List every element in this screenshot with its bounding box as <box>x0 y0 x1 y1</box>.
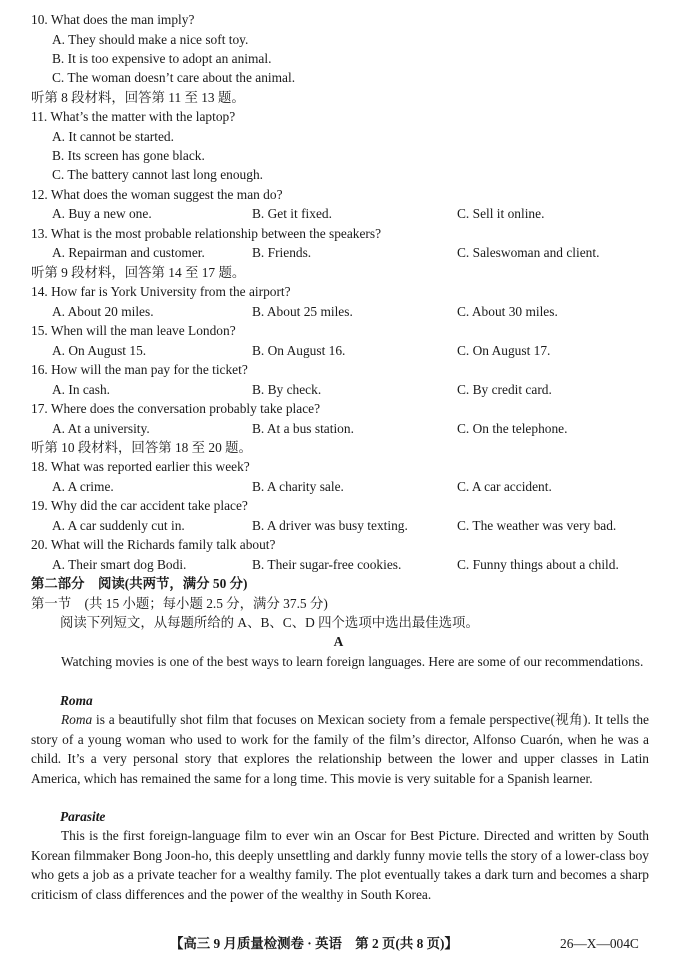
option-a: A. Their smart dog Bodi. <box>52 557 187 572</box>
parasite-paragraph: This is the first foreign-language film to ever win an Oscar for Best Picture. Directed and written by South Korean filmmaker Bong Joon-ho, this deeply unsettling and darkly funny movie tells the story of a lower-class boy who gets a job as a private teacher for a wealthy family. The plot eventually takes a dark turn and becomes a sharp criticism of class differences and the power of the wealthy in South Korea. <box>31 828 649 902</box>
option-a: A. On August 15. <box>52 343 147 358</box>
option-b: B. Get it fixed. <box>252 206 332 221</box>
option-b: B. A driver was busy texting. <box>252 518 408 533</box>
question-10-stem: 10. What does the man imply? <box>31 12 195 27</box>
film-title-roma: Roma <box>60 693 93 708</box>
option-b: B. About 25 miles. <box>252 304 353 319</box>
question-11-option-c: C. The battery cannot last long enough. <box>52 167 263 182</box>
part-two-heading: 第二部分 阅读(共两节，满分 50 分) <box>31 576 248 591</box>
question-12-stem: 12. What does the woman suggest the man do? <box>31 187 283 202</box>
question-10-option-c: C. The woman doesn’t care about the animal. <box>52 70 296 85</box>
question-18-stem: 18. What was reported earlier this week? <box>31 459 250 474</box>
option-a: A. In cash. <box>52 382 111 397</box>
option-c: C. Funny things about a child. <box>457 557 619 572</box>
option-a: A. A crime. <box>52 479 114 494</box>
section-10-heading: 听第 10 段材料，回答第 18 至 20 题。 <box>31 440 252 455</box>
section-9-heading: 听第 9 段材料，回答第 14 至 17 题。 <box>31 265 246 280</box>
option-b: B. A charity sale. <box>252 479 344 494</box>
option-b: B. Their sugar-free cookies. <box>252 557 402 572</box>
question-20-stem: 20. What will the Richards family talk about? <box>31 537 276 552</box>
question-16-options <box>0 380 677 399</box>
question-11-option-b: B. Its screen has gone black. <box>52 148 205 163</box>
option-a: A. At a university. <box>52 421 150 436</box>
option-b: B. At a bus station. <box>252 421 354 436</box>
question-13-options <box>0 243 677 262</box>
question-20-options <box>0 555 677 574</box>
question-18-options <box>0 477 677 496</box>
page-footer: 【高三 9 月质量检测卷 · 英语 第 2 页(共 8 页)】 <box>170 936 458 951</box>
option-b: B. On August 16. <box>252 343 346 358</box>
question-10-option-b: B. It is too expensive to adopt an animal. <box>52 51 272 66</box>
section-8-heading: 听第 8 段材料，回答第 11 至 13 题。 <box>31 90 245 105</box>
question-19-options <box>0 516 677 535</box>
question-11-stem: 11. What’s the matter with the laptop? <box>31 109 236 124</box>
reading-instruction: 阅读下列短文，从每题所给的 A、B、C、D 四个选项中选出最佳选项。 <box>60 615 479 630</box>
option-c: C. On the telephone. <box>457 421 568 436</box>
option-c: C. Saleswoman and client. <box>457 245 600 260</box>
option-a: A. A car suddenly cut in. <box>52 518 185 533</box>
roma-paragraph <box>31 710 649 788</box>
question-13-stem: 13. What is the most probable relationship between the speakers? <box>31 226 382 241</box>
exam-code: 26—X—004C <box>560 936 639 951</box>
option-c: C. About 30 miles. <box>457 304 558 319</box>
option-c: C. On August 17. <box>457 343 551 358</box>
option-c: C. By credit card. <box>457 382 552 397</box>
question-12-options <box>0 204 677 223</box>
section-one-heading: 第一节 (共 15 小题；每小题 2.5 分，满分 37.5 分) <box>31 596 328 611</box>
option-c: C. Sell it online. <box>457 206 545 221</box>
option-a: A. Buy a new one. <box>52 206 152 221</box>
question-14-stem: 14. How far is York University from the airport? <box>31 284 291 299</box>
question-19-stem: 19. Why did the car accident take place? <box>31 498 248 513</box>
option-b: B. Friends. <box>252 245 312 260</box>
question-16-stem: 16. How will the man pay for the ticket? <box>31 362 248 377</box>
question-15-options <box>0 341 677 360</box>
option-a: A. About 20 miles. <box>52 304 154 319</box>
question-14-options <box>0 302 677 321</box>
film-title-parasite: Parasite <box>60 809 106 824</box>
roma-inline-title: Roma <box>61 712 93 727</box>
question-10-option-a: A. They should make a nice soft toy. <box>52 32 249 47</box>
question-17-stem: 17. Where does the conversation probably take place? <box>31 401 321 416</box>
intro-paragraph: Watching movies is one of the best ways to learn foreign languages. Here are some of our recommendations. <box>61 654 644 669</box>
passage-letter: A <box>333 634 344 649</box>
question-15-stem: 15. When will the man leave London? <box>31 323 236 338</box>
question-17-options <box>0 419 677 438</box>
option-a: A. Repairman and customer. <box>52 245 205 260</box>
question-11-option-a: A. It cannot be started. <box>52 129 174 144</box>
option-c: C. A car accident. <box>457 479 552 494</box>
option-c: C. The weather was very bad. <box>457 518 617 533</box>
roma-text: is a beautifully shot film that focuses on Mexican society from a female perspective(视角). It tells the story of a young woman who used to work for the family of the film’s director, Alfonso Cuarón, when he was a child. It’s a very personal story that explores the relationship between the lower and upper classes in Latin America, which has remained the same for a long time. This movie is very suitable for a Spanish learner. <box>31 712 649 786</box>
option-b: B. By check. <box>252 382 322 397</box>
